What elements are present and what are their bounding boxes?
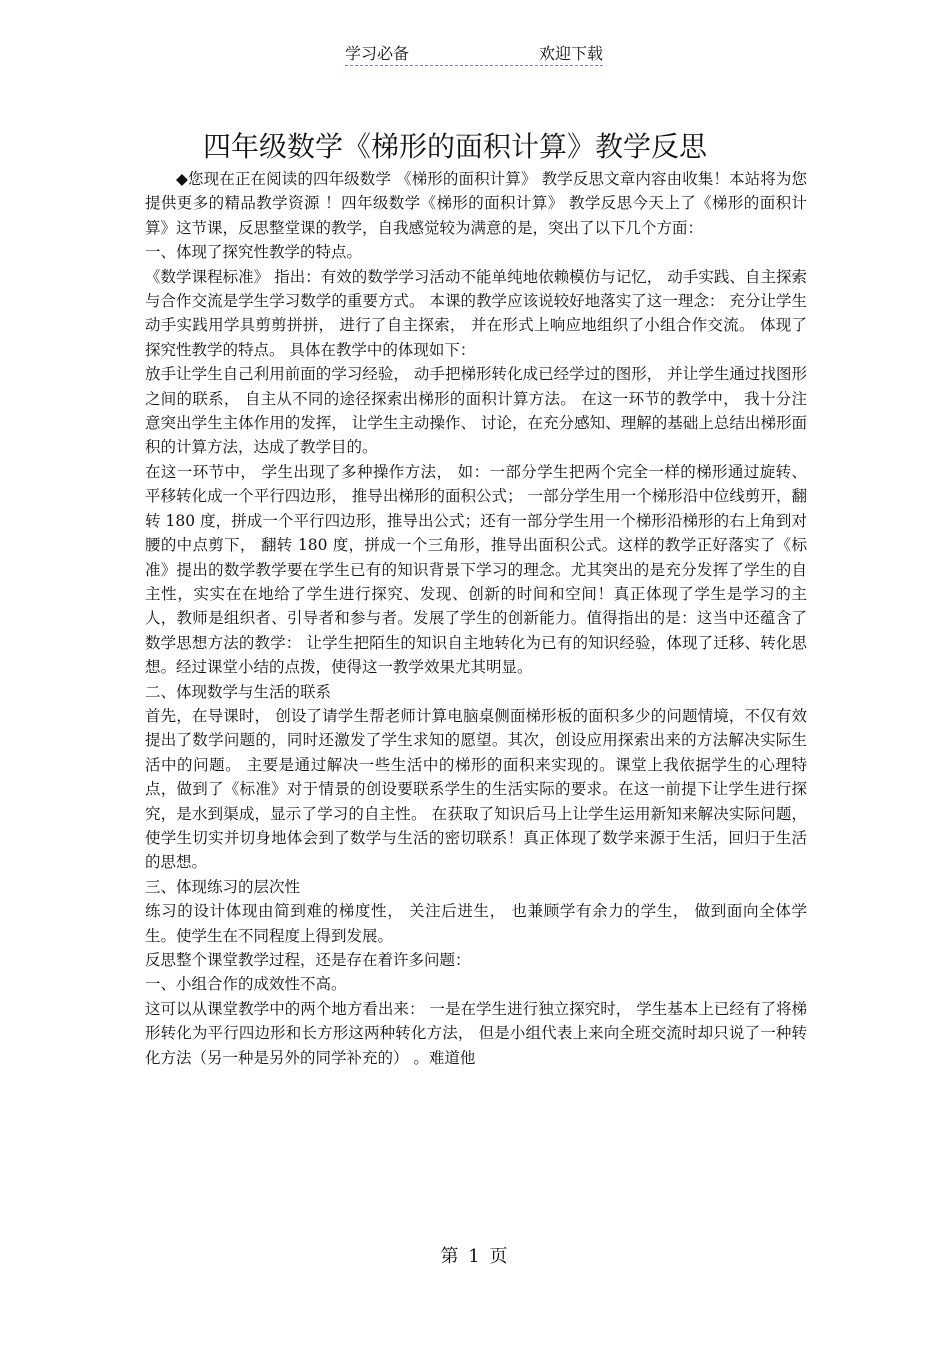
body-paragraph: 这可以从课堂教学中的两个地方看出来： 一是在学生进行独立探究时， 学生基本上已经有了将梯形转化为平行四边形和长方形这两种转化方法， 但是小组代表上来向全班交流时却只说了一种转化方法（另一种是另外的同学补充的） 。难道他	[145, 999, 807, 1067]
page-header	[345, 41, 603, 66]
body-paragraph: 在这一环节中， 学生出现了多种操作方法， 如：一部分学生把两个完全一样的梯形通过旋转、 平移转化成一个平行四边形， 推导出梯形的面积公式； 一部分学生用一个梯形沿中位线剪开，翻转 180 度，拼成一个平行四边形，推导出公式；还有一部分学生用一个梯形沿梯形的右上角到对腰的中点剪下， 翻转 180 度，拼成一个三角形，推导出面积公式。这样的教学正好落实了《标准》提出的数学教学要在学生已有的知识背景下学习的理念。尤其突出的是充分发挥了学生的自主性，实实在在地给了学生进行探究、发现、创新的时间和空间！真正体现了学生是学习的主人，教师是组织者、引导者和参与者。发展了学生的创新能力。值得指出的是：这当中还蕴含了数学思想方法的教学： 让学生把陌生的知识自主地转化为已有的知识经验，体现了迁移、转化思想。经过课堂小结的点拨，使得这一教学效果尤其明显。	[145, 462, 807, 677]
page-number: 第 1 页	[440, 1246, 510, 1267]
document-title: 四年级数学《梯形的面积计算》教学反思	[202, 130, 707, 163]
section-heading: 一、小组合作的成效性不高。	[145, 975, 347, 994]
body-paragraph: 练习的设计体现由简到难的梯度性， 关注后进生， 也兼顾学有余力的学生， 做到面向全体学生。使学生在不同程度上得到发展。	[145, 902, 807, 945]
intro-paragraph: ◆您现在正在阅读的四年级数学 《梯形的面积计算》 教学反思文章内容由收集！本站将为您提供更多的精品教学资源 ！四年级数学《梯形的面积计算》 教学反思今天上了《梯形的面积计算》这节课，反思整堂课的教学，自我感觉较为满意的是，突出了以下几个方面：	[145, 170, 807, 237]
document-body	[145, 167, 807, 1070]
body-paragraph: 首先，在导课时， 创设了请学生帮老师计算电脑桌侧面梯形板的面积多少的问题情境，不仅有效提出了数学问题的，同时还激发了学生求知的愿望。其次，创设应用探索出来的方法解决实际生活中的问题。 主要是通过解决一些生活中的梯形的面积来实现的。课堂上我依据学生的心理特点，做到了《标准》对于情景的创设要联系学生的生活实际的要求。在这一前提下让学生进行探究，是水到渠成，显示了学习的自主性。 在获取了知识后马上让学生运用新知来解决实际问题， 使学生切实并切身地体会到了数学与生活的密切联系！真正体现了数学来源于生活，回归于生活的思想。	[145, 706, 807, 872]
header-left-text: 学习必备	[345, 44, 410, 63]
body-paragraph: 反思整个课堂教学过程，还是存在着许多问题：	[145, 951, 471, 969]
section-heading: 一、体现了探究性教学的特点。	[145, 243, 363, 262]
body-paragraph: 《数学课程标准》 指出：有效的数学学习活动不能单纯地依赖模仿与记忆， 动手实践、自主探索与合作交流是学生学习数学的重要方式。 本课的教学应该说较好地落实了这一理念： 充分让学生动手实践用学具剪剪拼拼， 进行了自主探索， 并在形式上响应地组织了小组合作交流。 体现了探究性教学的特点。 具体在教学中的体现如下：	[145, 267, 807, 359]
section-heading: 三、体现练习的层次性	[145, 877, 301, 896]
body-paragraph: 放手让学生自己利用前面的学习经验， 动手把梯形转化成已经学过的图形， 并让学生通过找图形之间的联系， 自主从不同的途径探索出梯形的面积计算方法。 在这一环节的教学中， 我十分注意突出学生主体作用的发挥， 让学生主动操作、 讨论，在充分感知、理解的基础上总结出梯形面积的计算方法，达成了教学目的。	[145, 365, 807, 457]
header-right-text: 欢迎下载	[538, 44, 603, 63]
section-heading: 二、体现数学与生活的联系	[145, 682, 332, 701]
